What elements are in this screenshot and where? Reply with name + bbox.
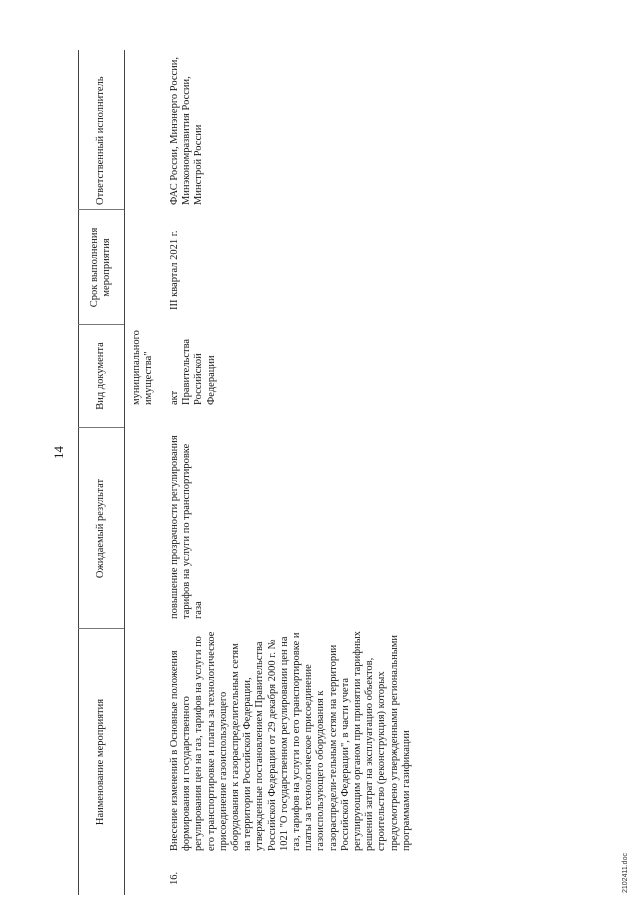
row-result: повышение прозрачности регулирования тарифов на услуги по транспортировке газа	[169, 435, 205, 619]
row-doc-type: акт Правительства Российской Федерации	[169, 338, 217, 405]
column-separator	[78, 209, 124, 210]
row-deadline: III квартал 2021 г.	[169, 230, 180, 310]
carryover-doc-type: муниципального имущества"	[131, 330, 155, 405]
header-deadline: Срок выполнения мероприятия	[89, 227, 112, 308]
footer-file-code: 2102411.doc	[622, 853, 629, 893]
header-doc-type: Вид документа	[95, 342, 106, 410]
column-separator	[78, 324, 124, 325]
row-executor: ФАС России, Минэнерго России, Минэкономразвития России, Минстрой России	[169, 56, 205, 205]
header-executor: Ответственный исполнитель	[95, 76, 106, 205]
header-name: Наименование мероприятия	[95, 698, 106, 826]
page-number: 14	[51, 446, 66, 459]
table-header-rule	[124, 50, 125, 895]
row-number: 16.	[169, 871, 180, 885]
header-result: Ожидаемый результат	[95, 478, 106, 579]
row-name: Внесение изменений в Основные положения формирования и государственного регулирования цен на газ, тарифов на услуги по его транспортировке и платы за технологическое присоединение газоиспользующего оборудования к газораспределительным сетям на территории Российской Федерации, утвержденные постановлением Правительства Российской Федерации от 29 декабря 2000 г. № 1021 "О государственном регулировании цен на газ, тарифов на услуги по его транспортировке и платы за технологическое присоединение газоиспользующего оборудования к газораспредели-тельным сетям на территории Российской Федерации", в части учета регулирующим органом при принятии тарифных решений затрат на эксплуатацию объектов, строительство (реконструкция) которых предусмотрено утвержденными региональными программами газификации	[169, 631, 412, 851]
